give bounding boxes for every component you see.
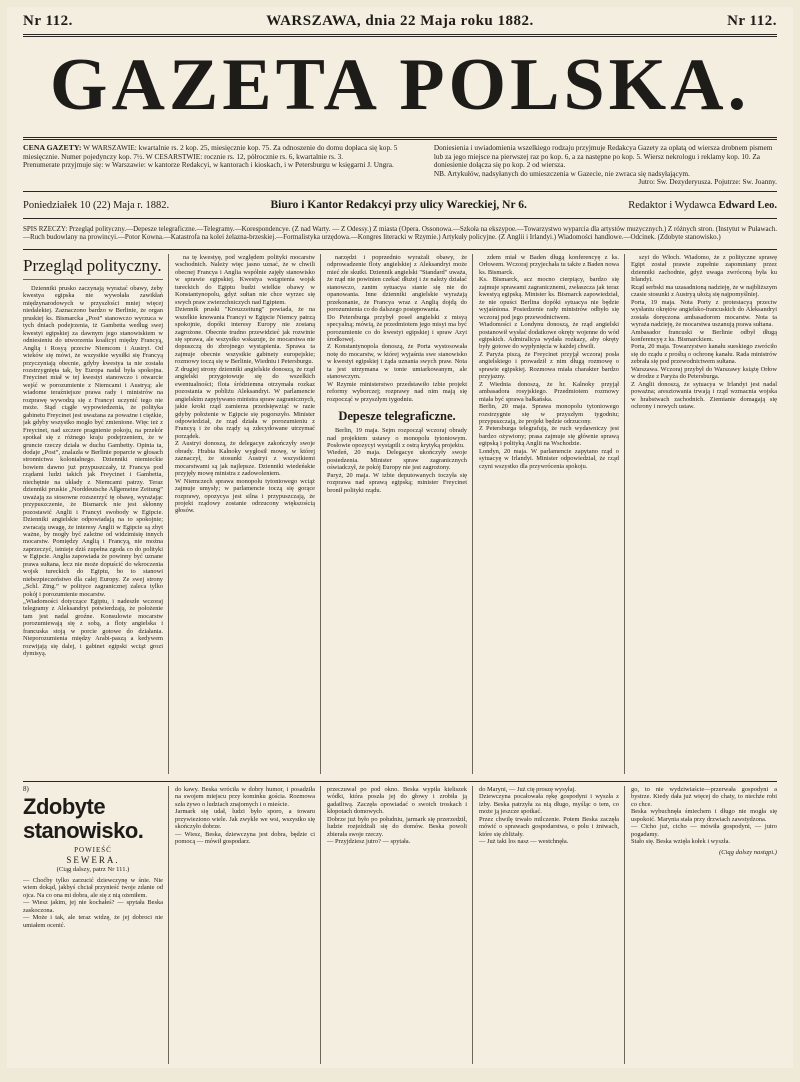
column-3-telegrams: Berlin, 19 maja. Sejm rozpoczął wczoraj obrady nad projektem ustawy o monopolu tytoniowym. Posłowie opozycyi wystąpili z ostrą krytyką projektu. Wiedeń, 20 maja. Delegacye ukończyły swoje posiedzenia. Minister spraw zagranicznych oświadczył, że pokój Europy nie jest zagrożony. Paryż, 20 maja. W izbie deputowanych toczyła się rozprawa nad sprawą egipską; minister Freycinet bronił polityki rządu. (327, 427, 467, 494)
dateline (23, 196, 777, 214)
prices-block (23, 144, 426, 187)
issue-number-right: Nr 112. (727, 13, 777, 29)
contents-rule (23, 249, 777, 250)
top-line (23, 7, 777, 30)
column-3 (327, 254, 473, 774)
column-3-text: narzędzi i poprzednio wyrażali obawy, że odprowadzenie floty angielskiej z Aleksandryi może mieć złe skutki. Dziennik angielski "Standard" uważa, że rząd nie powinien czekać dłużej i że należy działać stanowczo, zanim sytuacya stanie się nie do opanowania. Inne dzienniki angielskie wyrażają przekonanie, że Francya wraz z Anglią dojdą do porozumienia co do dalszego postępowania. Do Petersburga przybył poseł angielski z misyą specyalną; mówią, że przedmiotem jego misyi ma być porozumienie co do kwestyi egipskiej i spraw Azyi środkowej. Z Konstantynopola donoszą, że Porta wystosowała notę do mocarstw, w której wyjaśnia swe stanowisko w kwestyi egipskiej i żąda uznania swych praw. Nota ta jest utrzymana w tonie umiarkowanym, ale stanowczym. W Rzymie ministerstwo przedstawiło izbie projekt reformy wyborczej; rozprawy nad nim mają się rozpocząć w przyszłym tygodniu. (327, 254, 467, 403)
feuilleton-col-4-text: do Maryni, — Już cię proszę wysyłaj. Dziewczyna pocałowała rękę gospodyni i wyszła z izby. Beska patrzyła za nią długo, myśląc o tem, co może ją jeszcze spotkać. Przez chwilę trwało milczenie. Potem Beska zaczęła mówić o sprawach gospodarstwa, o polu i żniwach, które się zbliżały. — Już taki los nasz — westchnęła. (479, 786, 619, 846)
place-date: WARSZAWA, dnia 22 Maja roku 1882. (266, 13, 534, 29)
section-heading-politics: Przegląd polityczny. (23, 256, 163, 280)
notices-text: Doniesienia i uwiadomienia wszelkiego rodzaju przyjmuje Redakcya Gazety za opłatą od wiersza drobnem pismem lub za jego miejsce na pierwszej raz po kop. 6, a za następne po kop. 5. Wiersz nekrologu i reklamy kop. 10. Za doniesienie dołącza się po kop. 2 od wiersza. (433, 143, 773, 170)
column-4 (479, 254, 625, 774)
issue-number-left: Nr 112. (23, 13, 73, 29)
feuilleton-continuation: (Ciąg dalszy, patrz Nr 111.) (56, 866, 130, 874)
column-4-text: zdem miał w Baden długą konferencyę z ks. Orłowem. Wczoraj przyjechała tu także z Baden nowa ks. Bismarck. Ks. Bismarck, acz mocno cierpiący, bardzo się zajmuje sprawami zagranicznemi, zwłaszcza jak teraz kwestyą egipską. Minister ks. Bismarck zapowiedział, że nie opuści Berlina dopóki sytuacya nie będzie wyjaśniona. Posiedzenie rady ministrów odbyło się wczoraj pod jego przewodnictwem. Wiadomości z Londynu donoszą, że rząd angielski postanowił wysłać dodatkowe okręty wojenne do wód egipskich. Admiralicya wydała rozkazy, aby okręty były gotowe do wypłynięcia w każdej chwili. Z Paryża piszą, że Freycinet przyjął wczoraj posła angielskiego i prowadził z nim długą rozmowę o sprawie egipskiej. Rozmowa miała charakter bardzo przyjazny. Z Wiednia donoszą, że hr. Kalnoky przyjął ambasadora rosyjskiego. Przedmiotem rozmowy miała być sprawa bałkańska. Berlin, 20 maja. Sprawa monopolu tytoniowego rozstrzygnie się w przyszłym tygodniu; przypuszczają, że projekt będzie odrzucony. Z Petersburga telegrafują, że ruch wydawniczy jest bardzo ożywiony; prasa zajmuje się głównie sprawą egipską i polityką Anglii na Wschodzie. Londyn, 20 maja. W parlamencie zapytano rząd o sytuacyę w Irlandyi. Minister odpowiedział, że rząd czyni wszystko dla przywrócenia spokoju. (479, 254, 619, 470)
table-of-contents: SPIS RZECZY: Przegląd polityczny.—Depesze telegraficzne.—Telegramy.—Korespondencye. (Z nad Warty. — Z Odessy.) Z miasta (Opera. Ossonowa.—Szkoła na ekszypoe.—Towarzystwo wyparcia dla artystów muzycznych.) Z różnych stron. (Instytut w Puławach.—Ruch budowlany na prowincyi.—Potor Kowna.—Katastrofa na kolei żelazna-brzeskiej.—Formalistyka urzędowa.—Kongres literacki w Rzymie.) Artykuły policyjne. (Z Anglii i Irlandyi.) Wiadomości handlowe.—Odcinek. (Zdobyte stanowisko.) (23, 224, 777, 242)
prices-label: CENA GAZETY: (23, 143, 82, 152)
feuilleton-end-note: (Ciąg dalszy nastąpi.) (718, 848, 777, 856)
feuilleton-title: Zdobyte stanowisko. (23, 794, 144, 844)
feuilleton-col-4 (479, 786, 625, 1064)
feuilleton-col-2 (175, 786, 321, 1064)
top-rule (23, 34, 777, 37)
saints-line: Jutro: Sw. Dezyderyusza. Pojutrze: Sw. Joanny. (638, 177, 777, 187)
column-2-text: na tę kwestyę, pod względem polityki mocarstw wschodnich. Należy więc jasno uznać, że w chwili obecnej Francya i Anglia wspólnie zajęły stanowisko w sprawie egipskiej. Kwestya wstąpienia wojsk tureckich do Egiptu budzi wielkie obawy w Konstantynopolu, gdyż sułtan nie chce wyrzec się swych praw zwierzchniczych nad Egiptem. Dziennik pruski "Kreuzzeitung" powiada, że na wszelkie knowania Francyi w Egipcie Niemcy patrzą spokojnie, dopóki interesy Europy nie zostaną zagrożone. Obecnie trudno przewidzieć jak rozwinie się sprawa, ale wszystko wskazuje, że mocarstwa nie dopuszczą do zbrojnego wystąpienia. Sprawa ta zajmuje obecnie wszystkie gabinety europejskie; rozmowy toczą się w Berlinie, Wiedniu i Petersburgu. Z drugiej strony dzienniki angielskie donoszą, że rząd angielski przygotowuje się do wszelkich ewentualności; flota śródziemna otrzymała rozkaz pozostania w pobliżu Aleksandryi. W parlamencie angielskim zapytywano ministra spraw zagranicznych, jakie kroki rząd zamierza przedsięwziąć w razie gdyby położenie w Egipcie się pogorszyło. Minister odpowiedział, że rząd działa w porozumieniu z Francyą i że oba rządy są zdecydowane utrzymać porządek. Z Austryi donoszą, że delegacye zakończyły swoje obrady. Hrabia Kalnoky wygłosił mowę, w której zaznaczył, że stosunki Austryi z wszystkiemi mocarstwami są jak najlepsze. Dzienniki wiedeńskie przyjęły mowę ministra z zadowoleniem. W Niemczech sprawa monopolu tytoniowego wciąż zajmuje umysły; w parlamencie toczą się gorące rozprawy, opozycya jest silna i przypuszczają, że projekt rządowy zostanie odrzucony większością głosów. (175, 254, 316, 515)
feuilleton (23, 786, 777, 1064)
column-1-text: Dzienniki prusko zaczynają wyrażać obawy, żeby kwestya egipska nie wywołała zawikłań międzynarodowych w przyszłości mniej więcej niedalekiej. Zaznaczono bardzo w Berlinie, że organ pruskiej ks. Bismarcka „Post” stanowczo wyrzuca w tych dniach podejrzenia, iż Gambetta według swej kwestyi egipskiej za dawnym jego stanowiskiem w odniesieniu do utworzenia koalicyi między Francyą, Anglią i Rosyą przeciw Niemcom i Austryi. Od wieków się mówi, że wszystkie wysiłki się Francyą przyczyniają obecnie, gdyby kwestya ta nie została rozstrzygnięta tak, by Europa nadal była spokojna. Freycinet miał w tej kwestyi stanowczo i otwarcie wejść w porozumienie z Niemcami i Austryą; ale wiadome teraźniejsze prawa rady i ministrów na rozprawę wywodzą się z Francyi uczynić tego nie może. Stąd ciągłe wypowiedzenia, że polityka gabinetu Freycinet jest uważana za poważne i ciężkie, jak gdyby wszystko mogło być zmienione. Więc też z Freycinet, nad szczere pragnienie pokoju, na przekór spotkał się z różnego kraju podejrzeniem, że w gruncie rzeczy działa w duchu Gambetty. Opinia ta, dodaje „Post”, znalazła w Berlinie poparcie w głosach stronnictwa kolonialnego. Dzienniki niemieckie bowiem dawno już przypuszczały, iż Francya pod rządami ludzi takich jak Freycinet i Gambetta, niechętnie na układy z Niemcami patrzy. Teraz dzienniki pruskie „Norddeutsche Allgemeine Zeitung” uważają za stosowne rozszerzyć tę obawę, wyrażając przypuszczenie, że Bismarck nie jest skłonny pozostawić Anglii i Francyi swobody w Egipcie. Dzienniki angielskie odpowiadają na to spokojnie; zwracają uwagę, że interesy Anglii w Egipcie są zbyt ważne, by mogły być zależne od widzimisię innych mocarstw. Pomiędzy Anglią i Francyą, nie można zaprzeczyć, istnieje dziś zupełna zgoda co do polityki w Egipcie. Anglia zapowiada że powinny być uznane prawa sułtana, lecz nie może dopuścić do wkroczenia wojsk tureckich do Egiptu, bo to stanowi niebezpieczeństwo dla całej Europy. Ze swej strony „Schl. Ztng.” w polityce zagranicznej zaleca tylko pokój i porozumienie mocarstw. „Wiadomości dotyczące Egiptu, i nadeszłe wczoraj telegramy z Aleksandryi potwierdzają, że położenie tam jest nadal groźne. Konsulowie mocarstw porozumiewają się z sobą, a floty angielska i francuska stoją w porcie gotowe do działania. Nieporozumienia między Arabi-paszą a kedywem rozwijają się dalej, i gabinet egipski wciąż grozi dymisyą. (23, 285, 163, 658)
dateline-rule-bottom (23, 218, 777, 219)
column-1 (23, 254, 169, 774)
feuilleton-number: 8) (23, 786, 29, 793)
masthead-title: GAZETA POLSKA. (49, 44, 751, 126)
feuilleton-col-3 (327, 786, 473, 1064)
info-block (23, 144, 777, 187)
feuilleton-col-1-text: — Choćby tylko zarzucić dziewczynę w śnie. Nie wiem dokąd, jakbyś chciał przynieść twoje zdanie od ojca. Na co ona mi dobra, ale się z nią ożeniłem. — Wiesz jakim, jej nie kochałeś? — spytała Beska zaskoczona. — Może i tak, ale teraz widzę, że jej dobroci nie umiałem ocenić. (23, 876, 163, 929)
masthead-rule (23, 137, 777, 140)
feuilleton-col-5 (631, 786, 777, 1064)
prices-text: W WARSZAWIE: kwartalnie rs. 2 kop. 25, miesięcznie kop. 75. Za odnoszenie do domu dopłaca się kop. 5 miesięcznie. Numer pojedynczy kop. 7½. W CESARSTWIE: rocznie rs. 12, półrocznie rs. 6, kwartalnie rs. 3. (23, 143, 398, 161)
editor-name: Edward Leo. (718, 199, 777, 211)
notices-block (434, 144, 777, 187)
editor-label: Redaktor i Wydawca (628, 199, 717, 211)
prenumerata-text: Prenumerate przyjmuje się: w Warszawie: w kantorze Redakcyi, w kantorach i kioskach, i w Petersburgu w księgarni J. Ungra. (23, 160, 394, 170)
column-5 (631, 254, 777, 774)
feuilleton-col-3-text: przeczuwał po pod okno. Beska wypiła kieliszek wódki, która poszła jej do głowy i zrobiła ją gadatliwą. Zaczęła opowiadać o swoich troskach i kłopotach domowych. Dobrze już było po południu, jarmark się przerzedził, ludzie rozjeżdżali się do domów. Beska powoli zbierała swoje rzeczy. — Przyjdziesz jutro? — spytała. (327, 786, 467, 846)
feuilleton-author: SEWERA. (66, 854, 120, 865)
editor-line (628, 200, 777, 211)
dateline-rule-top (23, 191, 777, 192)
telegrams-heading: Depesze telegraficzne. (338, 409, 456, 424)
office-address: Biuro i Kantor Redakcyi przy ulicy Wareckiej, Nr 6. (270, 198, 527, 211)
feuilleton-col-1 (23, 786, 169, 1064)
day-date: Poniedziałek 10 (22) Maja r. 1882. (23, 199, 170, 211)
feuilleton-col-5-text: go, to nie wydziwiaście—przerwała gospodyni a bystrze. Kiedy dała już więcej do chaty, to niechże robi co chce. Beska wybuchnęła śmiechem i długo nie mogła się uspokoić. Marynia stała przy drzwiach zawstydzona. — Cicho już, cicho — mówiła gospodyni, — jutro pogadamy. Stało się. Beska wzięła kołek i wyszła. (631, 786, 777, 846)
notices-nb: NB. Artykułów, nadsyłanych do umieszczenia w Gazecie, nie zwraca się nadsyłającym. (433, 168, 690, 178)
column-2 (175, 254, 321, 774)
feuilleton-kind: POWIEŚĆ (74, 846, 112, 855)
column-5-text: szyi do Włoch. Wiadomo, że z polityczne sprawę Egipt został prawie zupełnie zapomniany przez dzienniki zachodnie, gdyż uwaga zwróconą była ku Irlandyi. Rząd serbski ma uzasadnioną nadzieję, że w najbliższym czasie stosunki z Austryą ułożą się najpomyślniej. Porta, 19 maja. Nota Porty z protestacyą przeciw wysłaniu okrętów angielsko-francuskich do Aleksandryi została doręczona ambasadorom mocarstw. Nota ta wyraża nadzieję, że mocarstwa uszanują prawa sułtana. Ambasador francuski w Berlinie odbył długą konferencyę z ks. Bismarckiem. Porta, 20 maja. Towarzystwo kanału sueskiego zwróciło się do rządu z prośbą o ochronę kanału. Rada ministrów zebrała się pod przewodnictwem sułtana. Warszawa. Wczoraj przybył do Warszawy książę Orłow w drodze z Paryża do Petersburga. Z Anglii donoszą, że sytuacya w Irlandyi jest nadal poważna; aresztowania trwają i rząd wzmacnia wojska w hrabstwach zachodnich. Ziemianie domagają się ochrony i nowych ustaw. (631, 254, 777, 411)
main-columns (23, 254, 777, 774)
feuilleton-col-2-text: do kawy. Beska wróciła w dobry humor, i posadziła na swojem miejscu przy kominku gościa. Rozmowa szła żywo o ludziach znajomych i o mieście. Jarmark się udał, ludzi było sporo, a towaru przywieziono wiele. Jak zwykle we wsi, wszystko się skończyło dobrze. — Wiesz, Beska, dziewczyna jest dobra, będzie ci pomocą — mówił gospodarz. (175, 786, 315, 846)
feuilleton-rule (23, 781, 777, 782)
